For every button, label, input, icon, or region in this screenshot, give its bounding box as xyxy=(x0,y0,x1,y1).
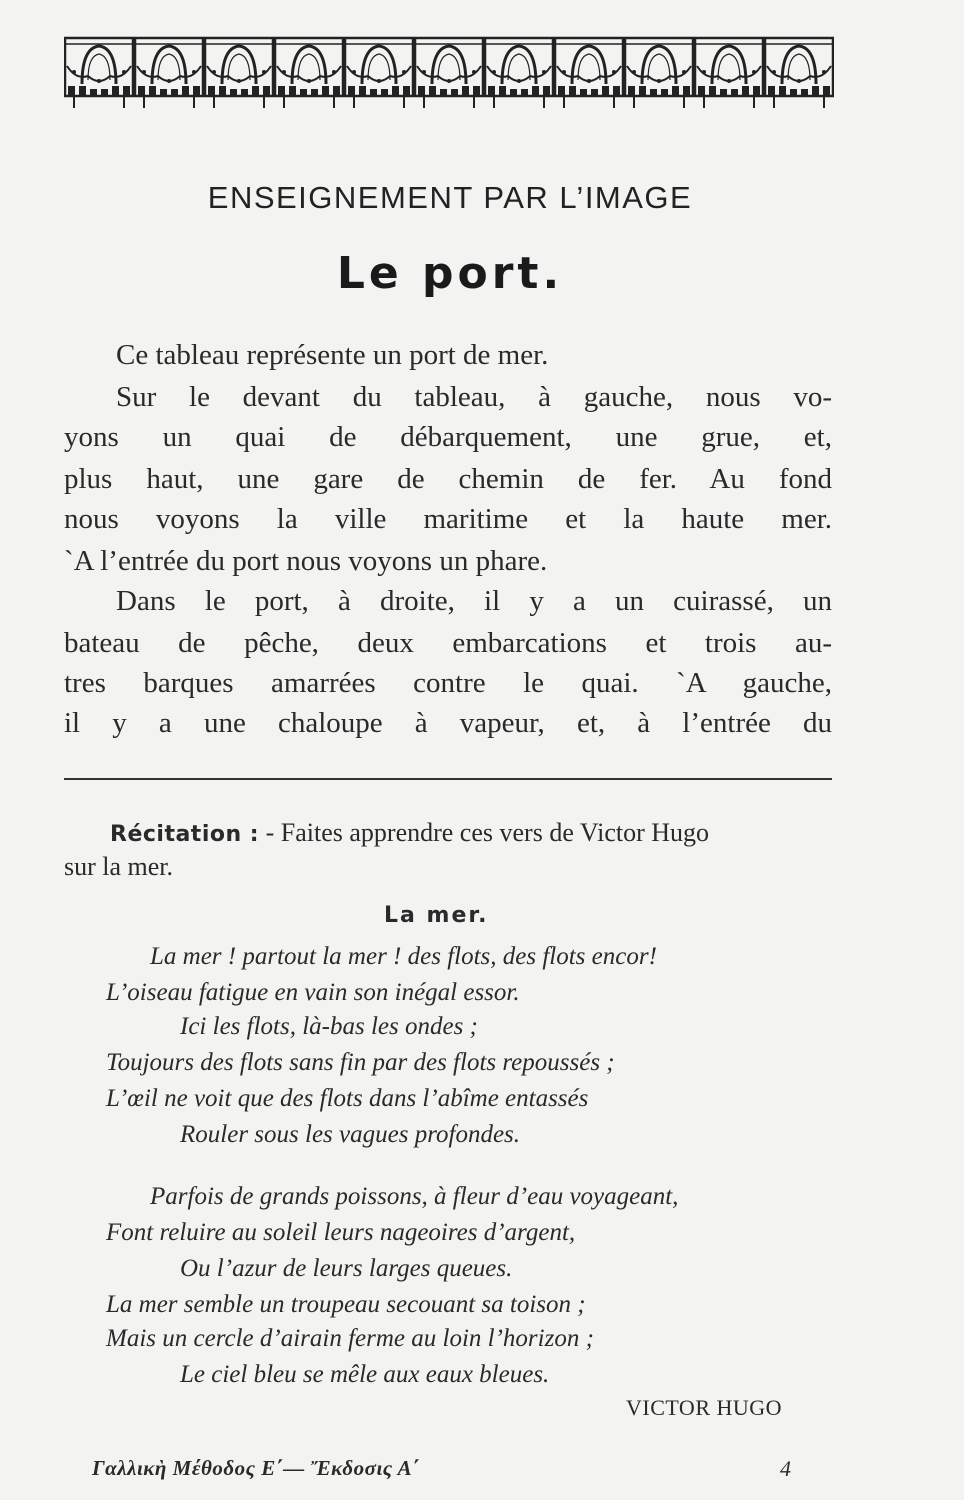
footer-book-title: Γαλλικὴ Μέθοδος Ε΄— Ἔκδοσις Α΄ xyxy=(92,1456,420,1480)
recitation-instruction xyxy=(64,816,832,852)
page-title: Le port. xyxy=(336,248,564,299)
ornamental-border xyxy=(64,36,834,110)
lesson-line: yons un quai de débarquement, une grue, et, xyxy=(64,421,832,453)
lesson-line: Dans le port, à droite, il y a un cuirassé, un xyxy=(116,585,832,617)
recitation-text-line2: sur la mer. xyxy=(64,852,174,881)
lesson-line: nous voyons la ville maritime et la haute mer. xyxy=(64,503,832,535)
recitation-label: Récitation : xyxy=(110,822,260,847)
poem-verse: Le ciel bleu se mêle aux eaux bleues. xyxy=(180,1361,550,1388)
poem-verse: Rouler sous les vagues profondes. xyxy=(180,1121,521,1148)
poem-verse: Parfois de grands poissons, à fleur d’eau voyageant, xyxy=(150,1183,679,1210)
lesson-line: plus haut, une gare de chemin de fer. Au fond xyxy=(64,463,832,495)
poem-verse: Ici les flots, là-bas les ondes ; xyxy=(180,1013,478,1040)
poem-verse: La mer semble un troupeau secouant sa toison ; xyxy=(106,1291,586,1318)
lesson-line: `A l’entrée du port nous voyons un phare. xyxy=(64,545,548,577)
section-heading: ENSEIGNEMENT PAR L’IMAGE xyxy=(207,180,693,215)
lesson-line: tres barques amarrées contre le quai. `A gauche, xyxy=(64,667,832,699)
poem-title: La mer. xyxy=(384,903,489,928)
recitation-text: - Faites apprendre ces vers de Victor Hugo xyxy=(259,818,710,847)
lesson-line: bateau de pêche, deux embarcations et trois au- xyxy=(64,627,832,659)
lesson-line: Sur le devant du tableau, à gauche, nous vo- xyxy=(116,381,832,413)
lesson-line: Ce tableau représente un port de mer. xyxy=(116,339,549,371)
divider xyxy=(64,778,832,780)
poem-verse: Mais un cercle d’airain ferme au loin l’horizon ; xyxy=(106,1325,594,1352)
poem-verse: Font reluire au soleil leurs nageoires d’argent, xyxy=(106,1219,576,1246)
poem-verse: La mer ! partout la mer ! des flots, des flots encor! xyxy=(150,943,657,970)
lesson-line: il y a une chaloupe à vapeur, et, à l’entrée du xyxy=(64,707,832,739)
page-number: 4 xyxy=(780,1456,791,1481)
poem-author: VICTOR HUGO xyxy=(626,1395,783,1420)
poem-verse: Ou l’azur de leurs larges queues. xyxy=(180,1255,513,1282)
poem-verse: L’œil ne voit que des flots dans l’abîme entassés xyxy=(106,1085,589,1112)
poem-verse: Toujours des flots sans fin par des flots repoussés ; xyxy=(106,1049,615,1076)
poem-verse: L’oiseau fatigue en vain son inégal essor. xyxy=(106,979,520,1006)
